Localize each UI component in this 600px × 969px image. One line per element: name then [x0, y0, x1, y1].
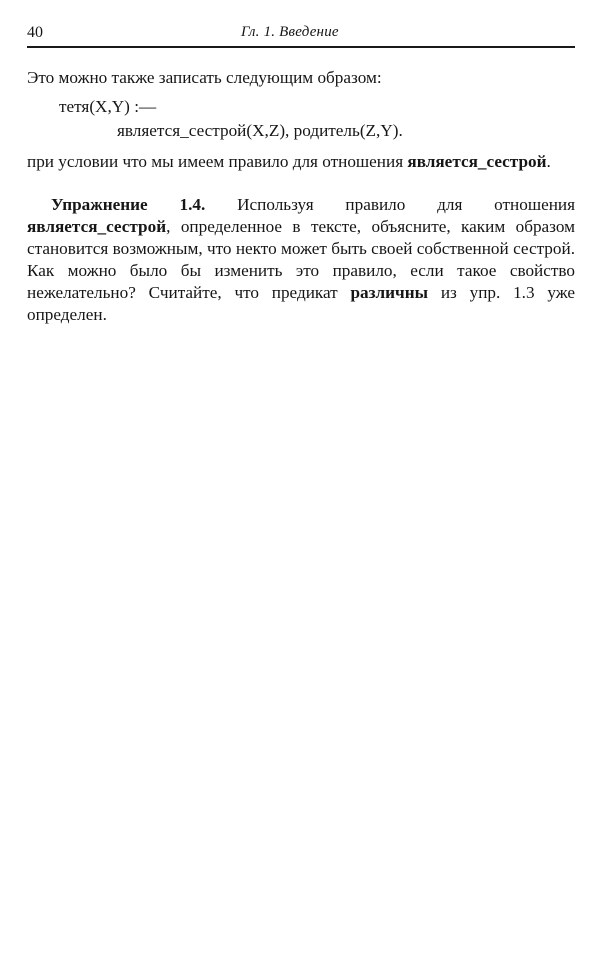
- rule-head: тетя(X,Y) :—: [59, 97, 157, 116]
- condition-term: является_сестрой: [407, 152, 547, 171]
- exercise-term-1: является_сестрой: [27, 217, 167, 236]
- rule-body: является_сестрой(X,Z), родитель(Z,Y).: [117, 121, 403, 140]
- exercise-text-2: , определенное в тексте, объясните, каким образом становится возможным, что некто может быть своей собственной сестрой. Как можно было бы изменить это правило, если такое свойство нежелательно? Считайте, что предикат: [27, 217, 575, 302]
- book-page: [27, 22, 575, 326]
- condition-lead: при условии что мы имеем правило для отношения: [27, 152, 408, 171]
- exercise-text-1: Используя правило для отношения: [205, 195, 575, 214]
- condition-end: .: [546, 152, 551, 171]
- condition-paragraph: [27, 151, 575, 173]
- chapter-title: Гл. 1. Введение: [241, 24, 339, 40]
- intro-paragraph: Это можно также записать следующим образом:: [27, 68, 382, 87]
- prolog-rule: [27, 95, 575, 143]
- exercise-paragraph: [27, 194, 575, 326]
- exercise-text-3: из упр. 1.3 уже определен.: [27, 283, 575, 324]
- exercise-label: Упражнение 1.4.: [51, 195, 206, 214]
- page-number: 40: [27, 24, 43, 41]
- exercise-term-2: различны: [350, 283, 429, 302]
- running-head: [27, 22, 575, 48]
